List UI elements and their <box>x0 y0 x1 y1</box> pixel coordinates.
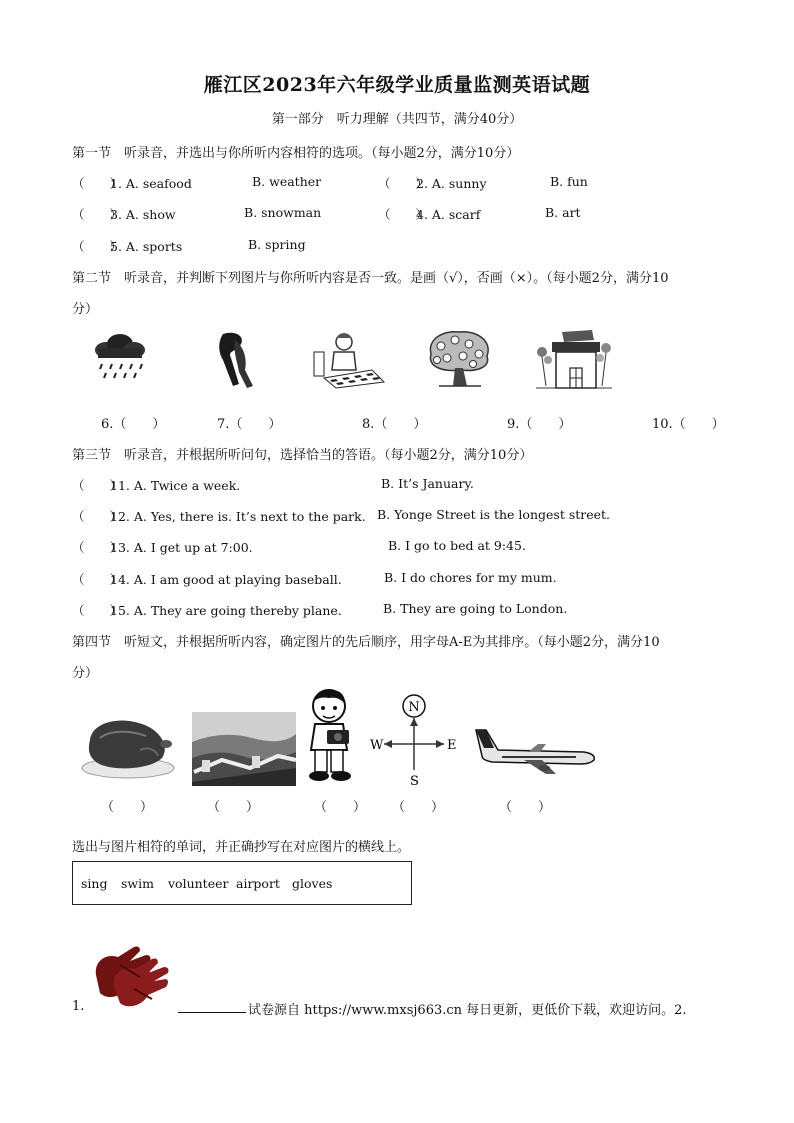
great-wall-icon <box>192 712 298 788</box>
order-blank-d[interactable]: （ ） <box>392 800 445 815</box>
cinema-icon <box>534 328 614 390</box>
q4-option-a: 4. A. scarf <box>416 207 481 222</box>
q14-option-a: 14. A. I am good at playing baseball. <box>110 572 342 587</box>
question-5 <box>72 237 182 255</box>
word-sing: sing <box>81 876 108 891</box>
answer-blank[interactable]: （ ） <box>378 207 429 222</box>
compass-icon <box>366 690 462 789</box>
answer-blank[interactable]: （ ） <box>72 603 123 618</box>
q8-label[interactable]: 8.（ ） <box>362 417 427 432</box>
question-4 <box>378 205 480 223</box>
q13-option-a: 13. A. I get up at 7:00. <box>110 540 253 555</box>
q1-option-b: B. weather <box>252 174 322 189</box>
question-15 <box>72 601 342 619</box>
word-airport: airport <box>236 876 280 891</box>
q12-option-b: B. Yonge Street is the longest street. <box>377 507 611 522</box>
compass-n: N <box>408 700 420 715</box>
q4-option-b: B. art <box>545 205 581 220</box>
q3-option-b: B. snowman <box>244 205 322 220</box>
order-blank-b[interactable]: （ ） <box>207 800 260 815</box>
answer-blank[interactable]: （ ） <box>72 207 123 222</box>
q2-option-b: B. fun <box>550 174 588 189</box>
answer-line-1[interactable] <box>178 1012 246 1013</box>
q11-option-a: 11. A. Twice a week. <box>110 478 241 493</box>
order-blank-c[interactable]: （ ） <box>314 800 367 815</box>
q3-option-a: 3. A. show <box>110 207 176 222</box>
question-14 <box>72 570 342 588</box>
order-blank-a[interactable]: （ ） <box>101 800 154 815</box>
q5-option-b: B. spring <box>248 237 306 252</box>
q2-option-a: 2. A. sunny <box>416 176 487 191</box>
q11-option-b: B. It’s January. <box>381 476 474 491</box>
boy-with-camera-icon <box>305 686 357 786</box>
section4-heading: 第四节 听短文，并根据所听内容，确定图片的先后顺序，用字母A-E为其排序。（每小题2分，满分10 <box>72 635 660 650</box>
word-swim: swim <box>121 876 154 891</box>
section4-heading-cont: 分） <box>72 666 99 681</box>
q15-option-b: B. They are going to London. <box>383 601 568 616</box>
q6-label[interactable]: 6.（ ） <box>101 417 166 432</box>
answer-blank[interactable]: （ ） <box>72 478 123 493</box>
section3-heading: 第三节 听录音，并根据所听问句，选择恰当的答语。（每小题2分，满分10分） <box>72 448 533 463</box>
word-volunteer: volunteer <box>168 876 229 891</box>
q13-option-b: B. I go to bed at 9:45. <box>388 538 526 553</box>
section2-heading: 第二节 听录音，并判断下列图片与你所听内容是否一致。是画（√），否画（×）。（每小题2分，满分10 <box>72 271 669 286</box>
question-13 <box>72 538 253 556</box>
source-notice: 试卷源自 https://www.mxsj663.cn 每日更新，更低价下载，欢迎访问。2. <box>248 1003 687 1018</box>
boy-playing-chess-icon <box>310 330 386 390</box>
question-12 <box>72 507 366 525</box>
airplane-icon <box>472 724 598 776</box>
compass-s: S <box>410 774 419 789</box>
section2-heading-cont: 分） <box>72 302 99 317</box>
q14-option-b: B. I do chores for my mum. <box>384 570 557 585</box>
apple-tree-icon <box>425 328 493 390</box>
page-title: 雁江区2023年六年级学业质量监测英语试题 <box>203 74 591 96</box>
word-bank <box>72 861 412 905</box>
q15-option-a: 15. A. They are going thereby plane. <box>110 603 342 618</box>
compass-e: E <box>447 738 457 753</box>
word-gloves: gloves <box>292 876 333 891</box>
section1-heading: 第一节 听录音，并选出与你所听内容相符的选项。（每小题2分，满分10分） <box>72 146 520 161</box>
order-blank-e[interactable]: （ ） <box>499 800 552 815</box>
q1-option-a: 1. A. seafood <box>110 176 192 191</box>
q12-option-a: 12. A. Yes, there is. It’s next to the park. <box>110 509 366 524</box>
answer-blank[interactable]: （ ） <box>72 509 123 524</box>
q10-label[interactable]: 10.（ ） <box>652 417 725 432</box>
gloves-icon <box>90 937 176 1009</box>
question-3 <box>72 205 176 223</box>
question-2 <box>378 174 487 192</box>
question-1 <box>72 174 192 192</box>
answer-blank[interactable]: （ ） <box>72 239 123 254</box>
scarf-icon <box>205 330 261 388</box>
rain-cloud-icon <box>92 332 148 386</box>
vocab-instruction: 选出与图片相符的单词，并正确抄写在对应图片的横线上。 <box>72 840 411 855</box>
answer-blank[interactable]: （ ） <box>72 572 123 587</box>
answer-blank[interactable]: （ ） <box>378 176 429 191</box>
item-number-1: 1. <box>72 999 85 1014</box>
part-subtitle: 第一部分 听力理解（共四节，满分40分） <box>271 112 523 127</box>
question-11 <box>72 476 240 494</box>
roast-duck-icon <box>80 710 178 782</box>
compass-w: W <box>370 738 384 753</box>
answer-blank[interactable]: （ ） <box>72 540 123 555</box>
q9-label[interactable]: 9.（ ） <box>507 417 572 432</box>
answer-blank[interactable]: （ ） <box>72 176 123 191</box>
q7-label[interactable]: 7.（ ） <box>217 417 282 432</box>
q5-option-a: 5. A. sports <box>110 239 183 254</box>
